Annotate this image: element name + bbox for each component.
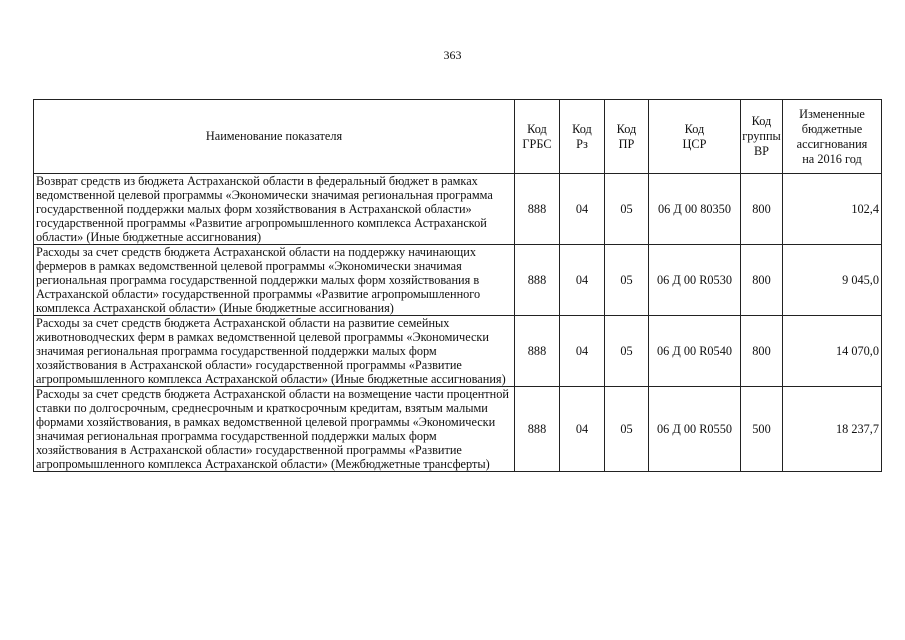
row-amount-cell: 18 237,7 xyxy=(783,387,882,472)
row-grbs-cell: 888 xyxy=(515,387,560,472)
row-csr-cell: 06 Д 00 R0540 xyxy=(649,316,741,387)
row-amount-cell: 102,4 xyxy=(783,174,882,245)
row-name-cell: Расходы за счет средств бюджета Астраханской области на поддержку начинающих фермеров в рамках ведомственной целевой программы «Экономически значимая региональная программа государственной поддержки малых форм хозяйствования в Астраханской области» государственной программы «Развитие агропромышленного комплекса Астраханской области» (Иные бюджетные ассигнования) xyxy=(34,245,515,316)
table-row xyxy=(34,387,882,472)
row-pr-cell: 05 xyxy=(605,174,649,245)
table-row xyxy=(34,174,882,245)
header-amount: Измененные бюджетные ассигнования на 2016 год xyxy=(783,100,882,174)
table-header-row xyxy=(34,100,882,174)
row-amount-cell: 9 045,0 xyxy=(783,245,882,316)
row-rz-cell: 04 xyxy=(560,387,605,472)
row-csr-cell: 06 Д 00 R0550 xyxy=(649,387,741,472)
table-row xyxy=(34,245,882,316)
row-rz-cell: 04 xyxy=(560,245,605,316)
row-vr-cell: 500 xyxy=(741,387,783,472)
row-grbs-cell: 888 xyxy=(515,316,560,387)
header-csr: Код ЦСР xyxy=(649,100,741,174)
row-rz-cell: 04 xyxy=(560,174,605,245)
row-amount-cell: 14 070,0 xyxy=(783,316,882,387)
page-number: 363 xyxy=(443,48,462,62)
row-pr-cell: 05 xyxy=(605,245,649,316)
row-csr-cell: 06 Д 00 R0530 xyxy=(649,245,741,316)
row-rz-cell: 04 xyxy=(560,316,605,387)
row-name-cell: Расходы за счет средств бюджета Астраханской области на развитие семейных животноводческих ферм в рамках ведомственной целевой программы «Экономически значимая региональная программа государственной поддержки малых форм хозяйствования в Астраханской области» государственной программы «Развитие агропромышленного комплекса Астраханской области» (Иные бюджетные ассигнования) xyxy=(34,316,515,387)
header-grbs: Код ГРБС xyxy=(515,100,560,174)
row-vr-cell: 800 xyxy=(741,316,783,387)
header-name: Наименование показателя xyxy=(34,100,515,174)
row-vr-cell: 800 xyxy=(741,174,783,245)
budget-table xyxy=(33,99,882,472)
row-csr-cell: 06 Д 00 80350 xyxy=(649,174,741,245)
row-pr-cell: 05 xyxy=(605,316,649,387)
row-name-cell: Возврат средств из бюджета Астраханской области в федеральный бюджет в рамках ведомственной целевой программы «Экономически значимая региональная программа государственной поддержки малых форм хозяйствования в Астраханской области» государственной программы «Развитие агропромышленного комплекса Астраханской области» (Иные бюджетные ассигнования) xyxy=(34,174,515,245)
row-pr-cell: 05 xyxy=(605,387,649,472)
row-name-cell: Расходы за счет средств бюджета Астраханской области на возмещение части процентной ставки по долгосрочным, среднесрочным и краткосрочным кредитам, взятым малыми формами хозяйствования, в рамках ведомственной целевой программы «Экономически значимая региональная программа государственной поддержки малых форм хозяйствования в Астраханской области» государственной программы «Развитие агропромышленного комплекса Астраханской области» (Межбюджетные трансферты) xyxy=(34,387,515,472)
row-grbs-cell: 888 xyxy=(515,245,560,316)
table-row xyxy=(34,316,882,387)
header-vr: Код группы ВР xyxy=(741,100,783,174)
row-grbs-cell: 888 xyxy=(515,174,560,245)
row-vr-cell: 800 xyxy=(741,245,783,316)
header-rz: Код Рз xyxy=(560,100,605,174)
header-pr: Код ПР xyxy=(605,100,649,174)
